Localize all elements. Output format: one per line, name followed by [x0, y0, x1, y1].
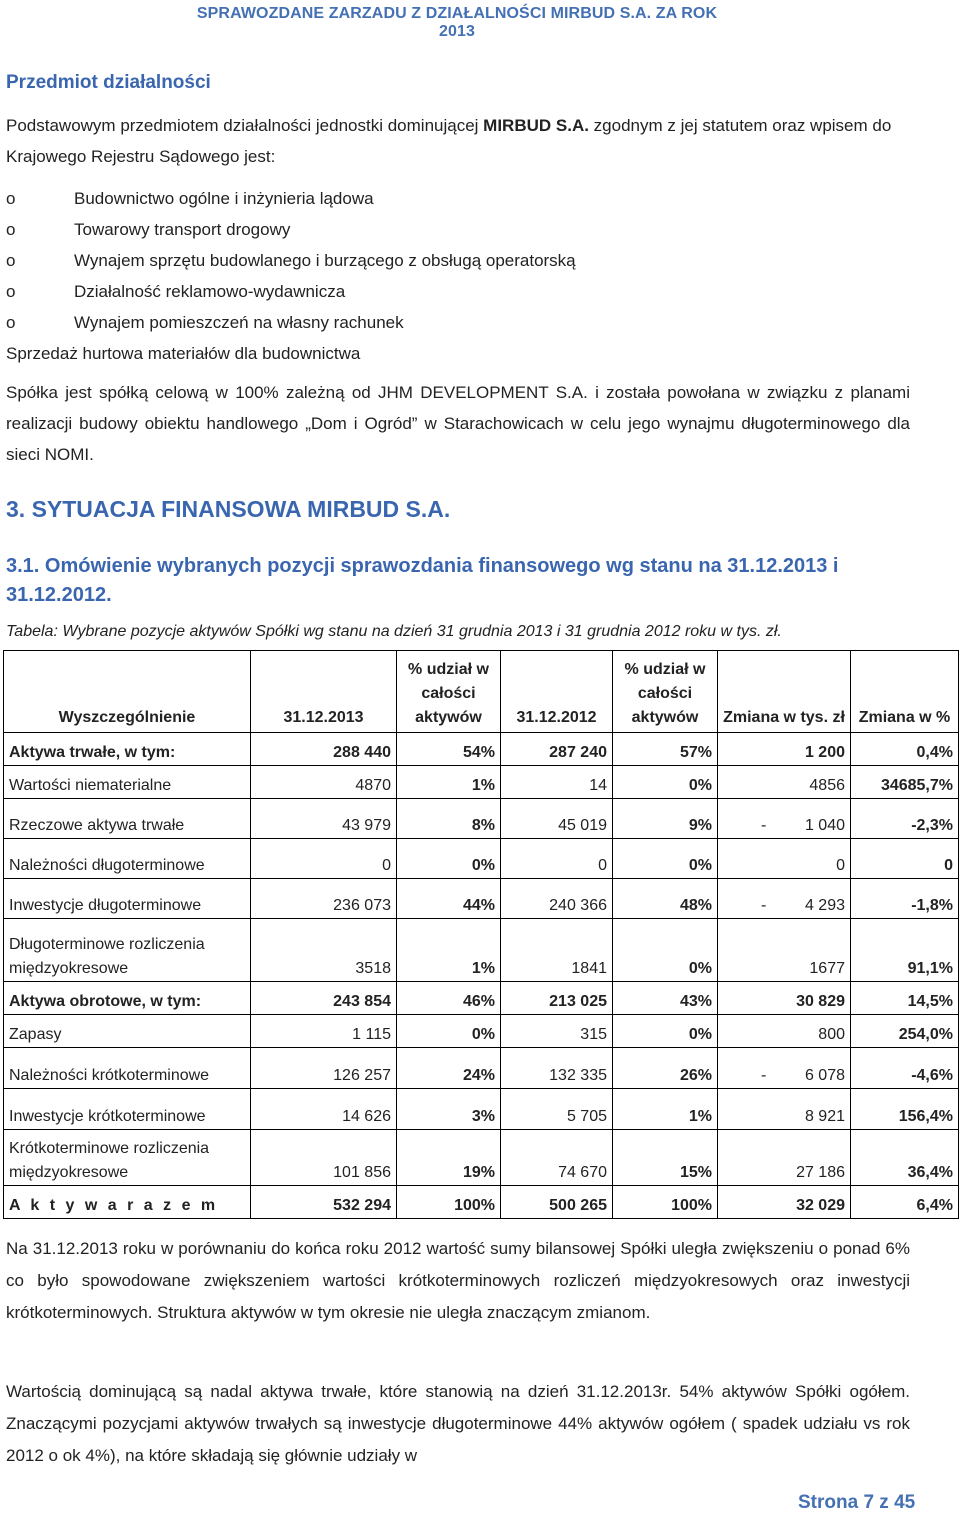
bullet-icon: o — [6, 251, 16, 270]
change-value — [718, 799, 851, 839]
change-amount: 4856 — [809, 777, 845, 794]
change-amount: 1 040 — [804, 817, 845, 834]
table-row — [4, 766, 959, 799]
share-2013: 54% — [397, 733, 501, 766]
change-value — [718, 1015, 851, 1048]
change-sign: - — [761, 1067, 767, 1084]
bullet-icon: o — [6, 282, 16, 301]
section-heading-activity: Przedmiot działalności — [6, 72, 211, 93]
list-item-text: Wynajem sprzętu budowlanego i burzącego z obsługą operatorską — [74, 251, 576, 270]
row-label: Należności długoterminowe — [4, 839, 251, 879]
value-2013: 4870 — [251, 766, 397, 799]
share-2012: 9% — [613, 799, 718, 839]
change-pct: 254,0% — [851, 1015, 959, 1048]
share-2013: 0% — [397, 1015, 501, 1048]
change-amount: 800 — [818, 1026, 845, 1043]
change-pct: -1,8% — [851, 879, 959, 919]
assets-table — [3, 650, 959, 1219]
table-caption: Tabela: Wybrane pozycje aktywów Spółki wg stanu na dzień 31 grudnia 2013 i 31 grudnia 2012 roku w tys. zł. — [6, 623, 782, 640]
share-2012: 0% — [613, 919, 718, 982]
row-label: Aktywa trwałe, w tym: — [4, 733, 251, 766]
bullet-icon: o — [6, 189, 16, 208]
value-2013: 243 854 — [251, 982, 397, 1015]
change-amount: 1677 — [809, 960, 845, 977]
share-2013: 0% — [397, 839, 501, 879]
value-2012: 74 670 — [501, 1130, 613, 1186]
change-pct: 91,1% — [851, 919, 959, 982]
row-label: Inwestycje długoterminowe — [4, 879, 251, 919]
table-row — [4, 919, 959, 982]
change-amount: 8 921 — [804, 1108, 845, 1125]
value-2012: 213 025 — [501, 982, 613, 1015]
extra-activity-line: Sprzedaż hurtowa materiałów dla budownictwa — [6, 344, 361, 363]
value-2012: 287 240 — [501, 733, 613, 766]
value-2013: 0 — [251, 839, 397, 879]
share-2012: 0% — [613, 839, 718, 879]
intro-text-start: Podstawowym przedmiotem działalności jednostki dominującej — [6, 116, 484, 135]
section3-title: 3. SYTUACJA FINANSOWA MIRBUD S.A. — [6, 496, 451, 522]
share-2012: 0% — [613, 1015, 718, 1048]
table-row — [4, 1048, 959, 1089]
change-amount: 1 200 — [804, 744, 845, 761]
change-pct: 34685,7% — [851, 766, 959, 799]
share-2013: 1% — [397, 919, 501, 982]
change-value — [718, 1186, 851, 1219]
subsidiary-paragraph: Spółka jest spółką celową w 100% zależną od JHM DEVELOPMENT S.A. i została powołana w związku z planami realizacji budowy obiektu handlowego „Dom i Ogród” w Starachowicach w celu jego wynajmu długoterminowego dla sieci NOMI. — [6, 383, 910, 464]
share-2012: 57% — [613, 733, 718, 766]
share-2012: 0% — [613, 766, 718, 799]
change-pct: 36,4% — [851, 1130, 959, 1186]
value-2012: 45 019 — [501, 799, 613, 839]
change-pct: 156,4% — [851, 1089, 959, 1130]
value-2012: 0 — [501, 839, 613, 879]
activity-list — [6, 183, 576, 338]
value-2012: 500 265 — [501, 1186, 613, 1219]
change-pct: -2,3% — [851, 799, 959, 839]
change-value — [718, 919, 851, 982]
value-2012: 315 — [501, 1015, 613, 1048]
document-header: SPRAWOZDANE ZARZADU Z DZIAŁALNOŚCI MIRBUD S.A. ZA ROK 2013 — [196, 5, 718, 40]
share-2012: 100% — [613, 1186, 718, 1219]
col-header-change-pct: Zmiana w % — [851, 651, 959, 733]
list-item — [6, 245, 576, 276]
company-name: MIRBUD S.A. — [483, 116, 589, 135]
col-header-change: Zmiana w tys. zł — [718, 651, 851, 733]
change-value — [718, 766, 851, 799]
list-item-text: Wynajem pomieszczeń na własny rachunek — [74, 313, 404, 332]
row-label: Krótkoterminowe rozliczenia międzyokresowe — [4, 1130, 251, 1186]
value-2013: 43 979 — [251, 799, 397, 839]
change-amount: 30 829 — [796, 993, 845, 1010]
change-amount: 4 293 — [804, 897, 845, 914]
intro-text-end: zgodnym z jej statutem oraz wpisem do Krajowego Rejestru Sądowego jest: — [6, 116, 892, 166]
change-amount: 32 029 — [796, 1197, 845, 1214]
share-2012: 43% — [613, 982, 718, 1015]
value-2012: 240 366 — [501, 879, 613, 919]
change-pct: -4,6% — [851, 1048, 959, 1089]
col-header-share-2013: % udział w całości aktywów — [397, 651, 501, 733]
bullet-icon: o — [6, 313, 16, 332]
list-item-text: Budownictwo ogólne i inżynieria lądowa — [74, 189, 374, 208]
share-2013: 46% — [397, 982, 501, 1015]
share-2013: 24% — [397, 1048, 501, 1089]
change-sign: - — [761, 897, 767, 914]
list-item — [6, 214, 576, 245]
share-2012: 15% — [613, 1130, 718, 1186]
row-label: Wartości niematerialne — [4, 766, 251, 799]
change-pct: 0,4% — [851, 733, 959, 766]
change-amount: 6 078 — [804, 1067, 845, 1084]
row-label: Długoterminowe rozliczenia międzyokresowe — [4, 919, 251, 982]
share-2013: 1% — [397, 766, 501, 799]
list-item-text: Towarowy transport drogowy — [74, 220, 291, 239]
col-header-2013: 31.12.2013 — [251, 651, 397, 733]
value-2012: 1841 — [501, 919, 613, 982]
change-amount: 0 — [836, 857, 845, 874]
table-row — [4, 1130, 959, 1186]
value-2013: 101 856 — [251, 1130, 397, 1186]
value-2012: 5 705 — [501, 1089, 613, 1130]
row-label: Inwestycje krótkoterminowe — [4, 1089, 251, 1130]
table-row — [4, 1015, 959, 1048]
value-2013: 3518 — [251, 919, 397, 982]
value-2013: 236 073 — [251, 879, 397, 919]
page-number: Strona 7 z 45 — [798, 1492, 916, 1513]
table-row — [4, 982, 959, 1015]
share-2013: 19% — [397, 1130, 501, 1186]
row-label: Zapasy — [4, 1015, 251, 1048]
change-pct: 6,4% — [851, 1186, 959, 1219]
change-value — [718, 733, 851, 766]
change-pct: 14,5% — [851, 982, 959, 1015]
table-row — [4, 1089, 959, 1130]
analysis-paragraph-1: Na 31.12.2013 roku w porównaniu do końca roku 2012 wartość sumy bilansowej Spółki uległa zwiększeniu o ponad 6% co było spowodowane zwiększeniem wartości krótkoterminowych rozliczeń międzyokresowych oraz inwestycji krótkoterminowych. Struktura aktywów w tym okresie nie uległa znaczącym zmianom. — [6, 1239, 910, 1322]
row-label: A k t y w a r a z e m — [4, 1186, 251, 1219]
analysis-paragraph-2: Wartością dominującą są nadal aktywa trwałe, które stanowią na dzień 31.12.2013r. 54% aktywów Spółki ogółem. Znaczącymi pozycjami aktywów trwałych są inwestycje długoterminowe 44% aktywów ogółem ( spadek udziału vs rok 2012 o ok 4%), na które składają się głównie udziały w — [6, 1382, 910, 1465]
col-header-share-2012: % udział w całości aktywów — [613, 651, 718, 733]
value-2013: 14 626 — [251, 1089, 397, 1130]
list-item — [6, 183, 576, 214]
value-2012: 132 335 — [501, 1048, 613, 1089]
table-row-total — [4, 1186, 959, 1219]
bullet-icon: o — [6, 220, 16, 239]
col-header-2012: 31.12.2012 — [501, 651, 613, 733]
share-2012: 48% — [613, 879, 718, 919]
row-label: Rzeczowe aktywa trwałe — [4, 799, 251, 839]
value-2013: 126 257 — [251, 1048, 397, 1089]
value-2013: 1 115 — [251, 1015, 397, 1048]
row-label: Należności krótkoterminowe — [4, 1048, 251, 1089]
change-value — [718, 1130, 851, 1186]
col-header-item: Wyszczególnienie — [4, 651, 251, 733]
table-row — [4, 799, 959, 839]
change-value — [718, 879, 851, 919]
share-2013: 44% — [397, 879, 501, 919]
share-2012: 1% — [613, 1089, 718, 1130]
value-2012: 14 — [501, 766, 613, 799]
change-sign: - — [761, 817, 767, 834]
list-item — [6, 276, 576, 307]
share-2013: 100% — [397, 1186, 501, 1219]
share-2013: 8% — [397, 799, 501, 839]
share-2012: 26% — [613, 1048, 718, 1089]
change-pct: 0 — [851, 839, 959, 879]
activity-intro — [6, 110, 910, 172]
share-2013: 3% — [397, 1089, 501, 1130]
change-amount: 27 186 — [796, 1164, 845, 1181]
list-item-text: Działalność reklamowo-wydawnicza — [74, 282, 346, 301]
change-value — [718, 1048, 851, 1089]
row-label: Aktywa obrotowe, w tym: — [4, 982, 251, 1015]
value-2013: 532 294 — [251, 1186, 397, 1219]
section31-title: 3.1. Omówienie wybranych pozycji sprawozdania finansowego wg stanu na 31.12.2013 i 31.12.2012. — [6, 555, 839, 606]
list-item — [6, 307, 576, 338]
table-row — [4, 839, 959, 879]
change-value — [718, 1089, 851, 1130]
value-2013: 288 440 — [251, 733, 397, 766]
table-row — [4, 879, 959, 919]
change-value — [718, 839, 851, 879]
change-value — [718, 982, 851, 1015]
table-header-row — [4, 651, 959, 733]
table-row — [4, 733, 959, 766]
